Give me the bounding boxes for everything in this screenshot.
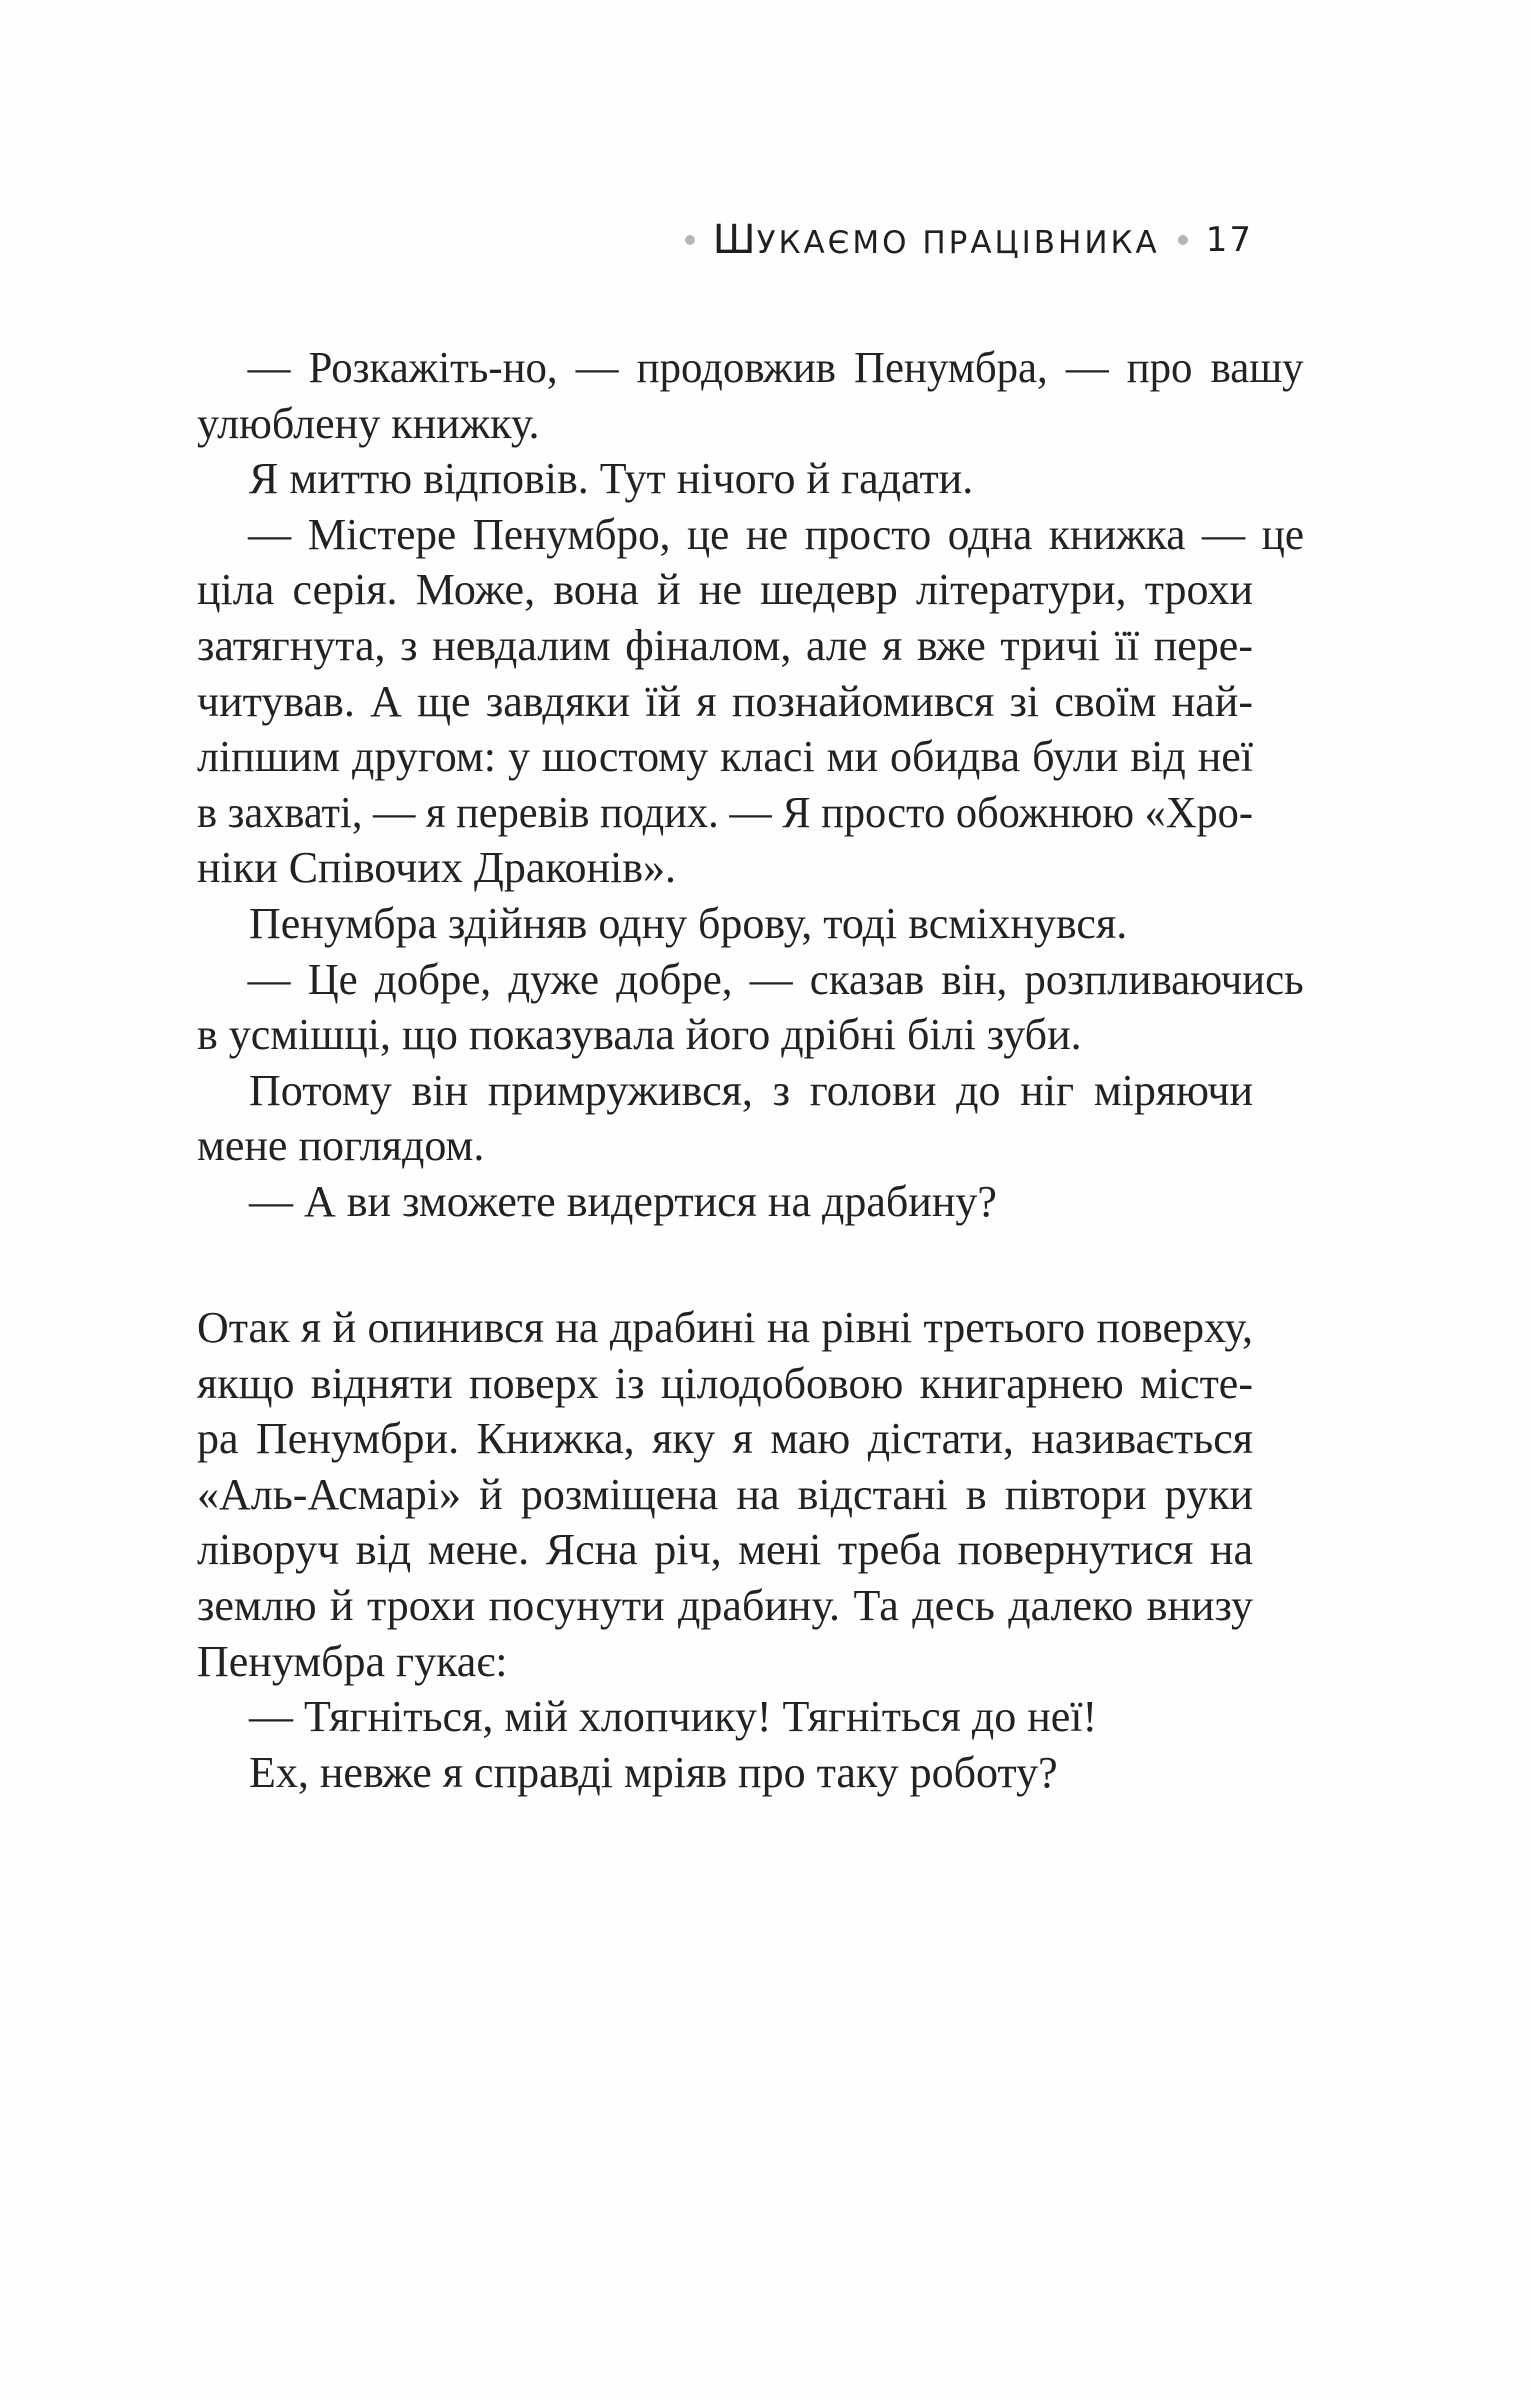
chapter-title-initial: Ш [712, 217, 757, 263]
text-line: ра Пенумбри. Книжка, яку я маю дістати, називається [197, 1414, 1253, 1464]
text-line: землю й трохи посунути драбину. Та десь далеко внизу [197, 1580, 1253, 1630]
text-line: ніки Співочих Драконів». [197, 843, 677, 893]
page-number: 17 [1205, 220, 1253, 260]
text-line: затягнута, з невдалим фіналом, але я вже тричі її пере- [197, 620, 1253, 670]
text-line: — А ви зможете видертися на драбину? [249, 1176, 997, 1226]
text-line: якщо відняти поверх із цілодобовою книгарнею місте- [197, 1358, 1253, 1408]
text-line: Пенумбра здійняв одну брову, тоді всміхнувся. [249, 898, 1128, 948]
bullet-dot-icon [1178, 235, 1188, 245]
text-line: мене поглядом. [197, 1121, 485, 1171]
text-line: Пенумбра гукає: [197, 1636, 508, 1686]
text-line: — Містере Пенумбро, це не просто одна книжка — це [248, 509, 1305, 559]
text-line: Отак я й опинився на драбині на рівні третього поверху, [197, 1303, 1253, 1352]
text-line: ліпшим другом: у шостому класі ми обидва були від неї [197, 732, 1253, 782]
text-line: — Тягніться, мій хлопчику! Тягніться до неї! [249, 1692, 1098, 1742]
text-line: в усмішці, що показувала його дрібні білі зуби. [197, 1010, 1082, 1060]
text-line: улюблену книжку. [197, 398, 540, 448]
text-line: ліворуч від мене. Ясна річ, мені треба повернутися на [197, 1525, 1253, 1575]
text-line: читував. А ще завдяки їй я познайомився зі своїм най- [197, 676, 1253, 726]
text-line: Потому він примружився, з голови до ніг міряючи [249, 1065, 1253, 1115]
bullet-dot-icon [685, 235, 695, 245]
running-head [685, 212, 1253, 268]
text-line: Я миттю відповів. Тут нічого й гадати. [249, 454, 974, 504]
body-text-section-2 [197, 1300, 1253, 1800]
text-line: — Розкажіть-но, — продовжив Пенумбра, — про вашу [247, 343, 1304, 392]
chapter-title [713, 217, 1160, 263]
text-line: — Це добре, дуже добре, — сказав він, розпливаючись [247, 954, 1304, 1004]
body-text-section-1 [197, 340, 1305, 1230]
chapter-title-rest: УКАЄМО ПРАЦІВНИКА [756, 225, 1160, 261]
text-line: «Аль-Асмарі» й розміщена на відстані в півтори руки [197, 1469, 1253, 1519]
text-line: в захваті, — я перевів подих. — Я просто обожнюю «Хро- [197, 787, 1253, 837]
text-line: Ех, невже я справді мріяв про таку роботу? [249, 1747, 1058, 1797]
text-line: ціла серія. Може, вона й не шедевр літератури, трохи [197, 565, 1253, 615]
